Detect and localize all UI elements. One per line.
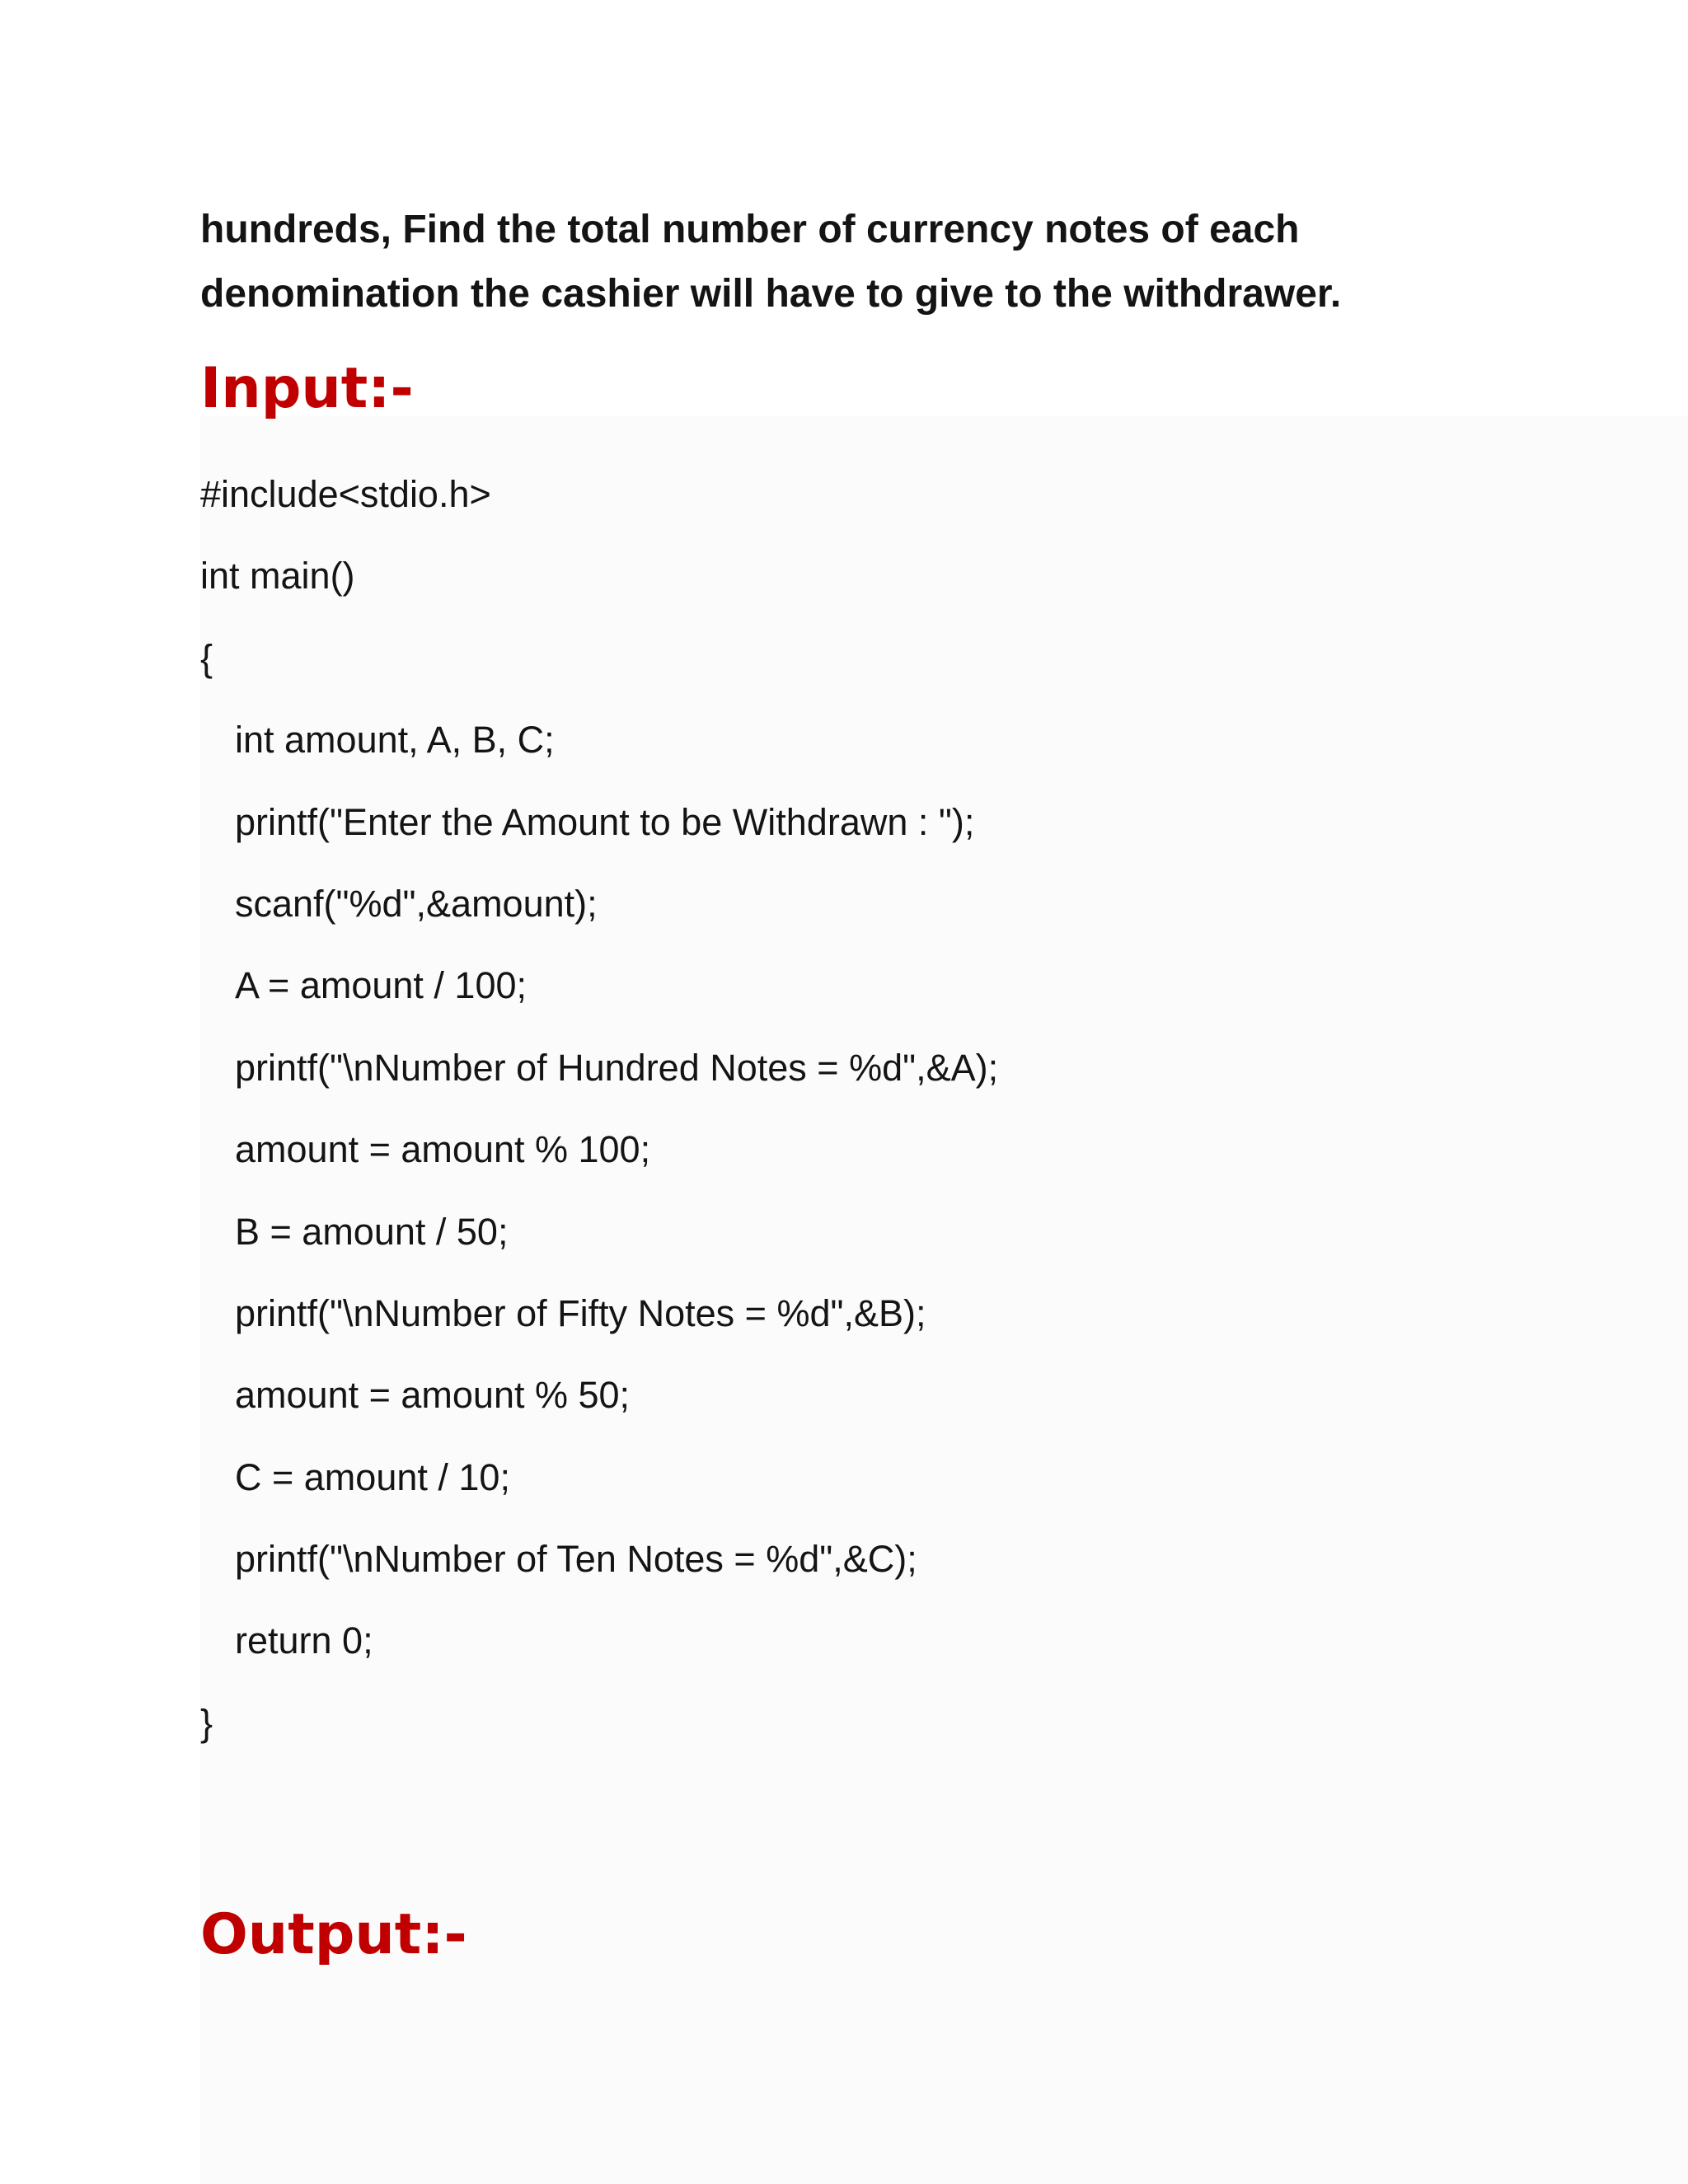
code-line: printf("\nNumber of Hundred Notes = %d",&A); <box>235 1046 999 1089</box>
code-line: C = amount / 10; <box>235 1455 510 1498</box>
output-heading: Output:- <box>200 1902 467 1967</box>
problem-line-1: hundreds, Find the total number of currency notes of each <box>200 208 1300 251</box>
code-line: amount = amount % 50; <box>235 1374 631 1417</box>
code-line: int main() <box>200 555 355 598</box>
code-line: printf("Enter the Amount to be Withdrawn : "); <box>235 800 975 843</box>
code-line: return 0; <box>235 1619 373 1662</box>
code-line: scanf("%d",&amount); <box>235 882 598 925</box>
code-line: int amount, A, B, C; <box>235 719 555 762</box>
problem-statement <box>200 198 1601 326</box>
code-listing <box>200 462 998 1772</box>
code-line: amount = amount % 100; <box>235 1128 651 1171</box>
code-line: printf("\nNumber of Fifty Notes = %d",&B); <box>235 1291 926 1334</box>
problem-line-2: denomination the cashier will have to give to the withdrawer. <box>200 272 1342 316</box>
code-line: #include<stdio.h> <box>200 473 491 515</box>
code-line: printf("\nNumber of Ten Notes = %d",&C); <box>235 1538 917 1581</box>
input-heading: Input:- <box>200 356 414 421</box>
code-line: } <box>200 1701 213 1744</box>
code-line: { <box>200 636 213 679</box>
code-line: A = amount / 100; <box>235 964 528 1007</box>
code-line: B = amount / 50; <box>235 1210 509 1253</box>
